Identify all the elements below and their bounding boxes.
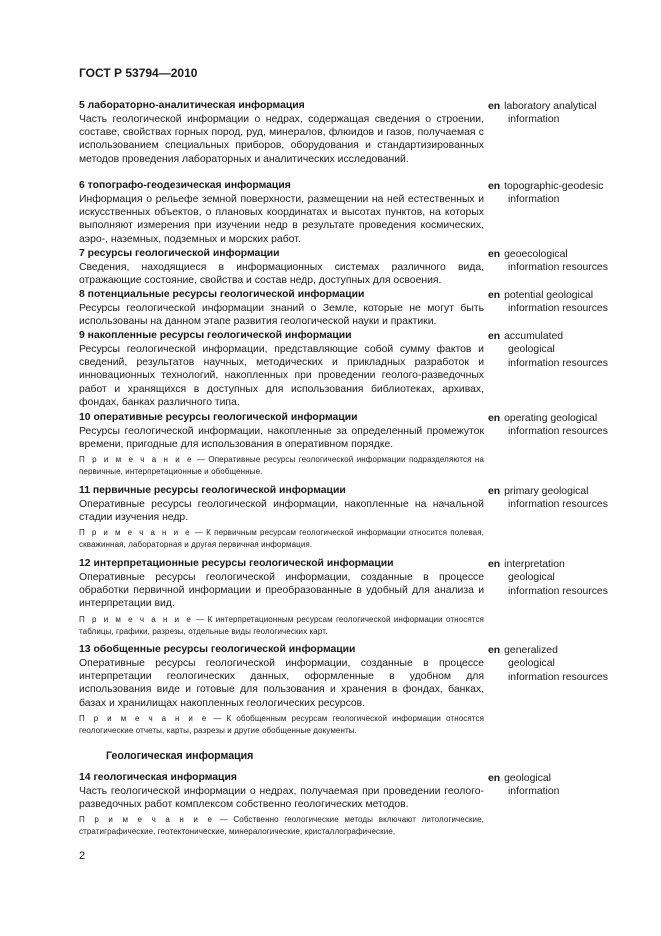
document-header: ГОСТ Р 53794—2010 xyxy=(79,66,198,80)
term-heading xyxy=(79,248,484,261)
term-name: потенциальные ресурсы геологической информации xyxy=(87,289,365,300)
english-term-line: interpretation xyxy=(504,559,565,570)
term-name: интерпретационные ресурсы геологической информации xyxy=(93,558,394,569)
english-equivalent xyxy=(488,772,638,799)
term-definition: Оперативные ресурсы геологической информации, созданные в процессе интерпретации геологических данных, оформленные в удобном для использования виде и готовые для пользования и хранения в фондах, банках, базах и хранилищах накопленных геологических ресурсов. xyxy=(79,657,484,709)
language-tag: en xyxy=(488,486,501,497)
language-tag: en xyxy=(488,645,501,656)
term-definition: Ресурсы геологической информации знаний о Земле, которые не могут быть использованы на данном этапе развития геологической науки и практики. xyxy=(79,302,484,327)
term-entry xyxy=(79,180,484,246)
term-entry xyxy=(79,558,484,638)
term-name: накопленные ресурсы геологической информации xyxy=(87,330,352,341)
english-equivalent xyxy=(488,289,638,316)
language-tag: en xyxy=(488,181,501,192)
english-term-line: information xyxy=(508,786,560,798)
term-note xyxy=(79,614,484,638)
english-term-line: information resources xyxy=(508,671,608,683)
term-heading xyxy=(79,180,484,193)
english-equivalent xyxy=(488,412,638,439)
term-note xyxy=(79,454,484,478)
term-heading xyxy=(79,100,484,113)
term-entry xyxy=(79,485,484,551)
language-tag: en xyxy=(488,773,501,784)
note-text: — Оперативные ресурсы геологической информации подразделяются на первичные, интерпретационные и обобщенные. xyxy=(79,455,484,477)
language-tag: en xyxy=(488,249,501,260)
term-definition: Часть геологической информации о недрах, получаемая при проведении геолого-разведочных работ комплексом собственно геологических методов. xyxy=(79,785,484,810)
note-label: П р и м е ч а н и е xyxy=(79,614,193,624)
note-text: — Собственно геологические методы включают литологические, стратиграфические, геотектонические, минералогические, кристаллографические, xyxy=(79,815,484,837)
english-equivalent xyxy=(488,248,638,275)
english-term-line: geological xyxy=(504,773,551,784)
note-label: П р и м е ч а н и е xyxy=(79,455,194,465)
english-term-line: laboratory analytical xyxy=(504,101,597,112)
term-number: 11 xyxy=(79,485,93,496)
term-number: 12 xyxy=(79,558,94,569)
english-term-line: primary geological xyxy=(504,486,589,497)
section-title: Геологическая информация xyxy=(106,750,254,762)
english-equivalent xyxy=(488,180,638,207)
term-name: оперативные ресурсы геологической информации xyxy=(93,412,358,423)
term-name: обобщенные ресурсы геологической информации xyxy=(93,644,356,655)
english-term-line: information resources xyxy=(508,357,608,369)
term-number: 6 xyxy=(79,180,88,191)
term-definition: Часть геологической информации о недрах, содержащая сведения о строении, составе, свойствах горных пород, руд, минералов, флюидов и газов, получаемая с использованием специальных приборов, оборудования и стандартизированных методов проведения лабораторных и аналитических исследований. xyxy=(79,113,484,165)
english-term-line: operating geological xyxy=(504,413,598,424)
english-equivalent xyxy=(488,100,638,127)
note-text: — К интерпретационным ресурсам геологической информации относятся таблицы, графики, разрезы, отдельные виды геологических карт. xyxy=(79,614,484,636)
term-heading xyxy=(79,412,484,425)
term-number: 14 xyxy=(79,772,94,783)
english-term-line: geological xyxy=(508,572,555,584)
term-number: 13 xyxy=(79,644,94,655)
english-term-line: generalized xyxy=(504,645,558,656)
english-term-line: information resources xyxy=(508,585,608,597)
term-heading xyxy=(79,289,484,302)
english-term-line: information resources xyxy=(508,303,608,315)
term-entry xyxy=(79,248,484,287)
term-number: 9 xyxy=(79,330,88,341)
term-definition: Ресурсы геологической информации, накопленные за определенный промежуток времени, пригодные для использования в оперативном порядке. xyxy=(79,425,484,450)
language-tag: en xyxy=(488,101,501,112)
note-label: П р и м е ч а н и е xyxy=(79,528,192,538)
language-tag: en xyxy=(488,413,501,424)
english-term-line: information resources xyxy=(508,499,608,511)
term-name: лабораторно-аналитическая информация xyxy=(87,100,305,111)
term-definition: Ресурсы геологической информации, представляющие собой сумму фактов и сведений, результатов научных, методических и прикладных разработок и инновационных технологий, накопленных при проведении геолого-разведочных работ и хранящихся в доступных для использования библиотеках, архивах, фондах, банках различного типа. xyxy=(79,343,484,409)
term-note xyxy=(79,814,484,838)
english-term-line: geological xyxy=(508,658,555,670)
term-entry xyxy=(79,772,484,838)
note-label: П р и м е ч а н и е xyxy=(79,815,214,825)
term-entry xyxy=(79,330,484,410)
term-number: 8 xyxy=(79,289,88,300)
term-entry xyxy=(79,644,484,737)
term-name: первичные ресурсы геологической информации xyxy=(92,485,346,496)
term-heading xyxy=(79,772,484,785)
english-term-line: accumulated xyxy=(504,331,564,342)
term-name: топографо-геодезическая информация xyxy=(87,180,291,191)
term-note xyxy=(79,527,484,551)
english-term-line: topographic-geodesic xyxy=(504,181,604,192)
term-definition: Оперативные ресурсы геологической информации, созданные в процессе обработки первичной информации и преобразованные в удобный для анализа и интерпретации вид. xyxy=(79,571,484,610)
term-number: 5 xyxy=(79,100,88,111)
term-entry xyxy=(79,100,484,166)
term-number: 7 xyxy=(79,248,88,259)
term-entry xyxy=(79,289,484,328)
english-term-line: information xyxy=(508,194,560,206)
term-heading xyxy=(79,485,484,498)
term-definition: Сведения, находящиеся в информационных системах различного вида, отражающие состояние, свойства и состав недр, доступных для освоения. xyxy=(79,261,484,286)
english-term-line: information resources xyxy=(508,262,608,274)
english-equivalent xyxy=(488,330,638,370)
term-heading xyxy=(79,644,484,657)
term-name: ресурсы геологической информации xyxy=(87,248,280,259)
term-number: 10 xyxy=(79,412,94,423)
english-term-line: information xyxy=(508,114,560,126)
english-term-line: geoecological xyxy=(504,249,568,260)
note-text: — К первичным ресурсам геологической информации относится полевая, скважинная, лабораторная и другая первичная информация. xyxy=(79,528,484,550)
term-entry xyxy=(79,412,484,478)
english-term-line: information resources xyxy=(508,426,608,438)
english-equivalent xyxy=(488,485,638,512)
page-number: 2 xyxy=(79,850,86,862)
english-term-line: geological xyxy=(508,344,555,356)
term-definition: Информация о рельефе земной поверхности, размещении на ней естественных и искусственных объектов, о плановых координатах и высотах пунктов, на которых выполняют измерения при изучении недр в результате проведения космических, аэро-, наземных, подземных и морских работ. xyxy=(79,193,484,245)
english-equivalent xyxy=(488,558,638,598)
note-label: П р и м е ч а н и е xyxy=(79,714,209,724)
note-text: — К обобщенным ресурсам геологической информации относятся геологические отчеты, карты, разрезы и другие обобщенные документы. xyxy=(79,714,484,736)
term-definition: Оперативные ресурсы геологической информации, накопленные на начальной стадии изучения недр. xyxy=(79,498,484,523)
language-tag: en xyxy=(488,331,501,342)
term-note xyxy=(79,713,484,737)
english-equivalent xyxy=(488,644,638,684)
term-heading xyxy=(79,558,484,571)
term-name: геологическая информация xyxy=(93,772,237,783)
language-tag: en xyxy=(488,290,501,301)
language-tag: en xyxy=(488,559,501,570)
term-heading xyxy=(79,330,484,343)
english-term-line: potential geological xyxy=(504,290,594,301)
